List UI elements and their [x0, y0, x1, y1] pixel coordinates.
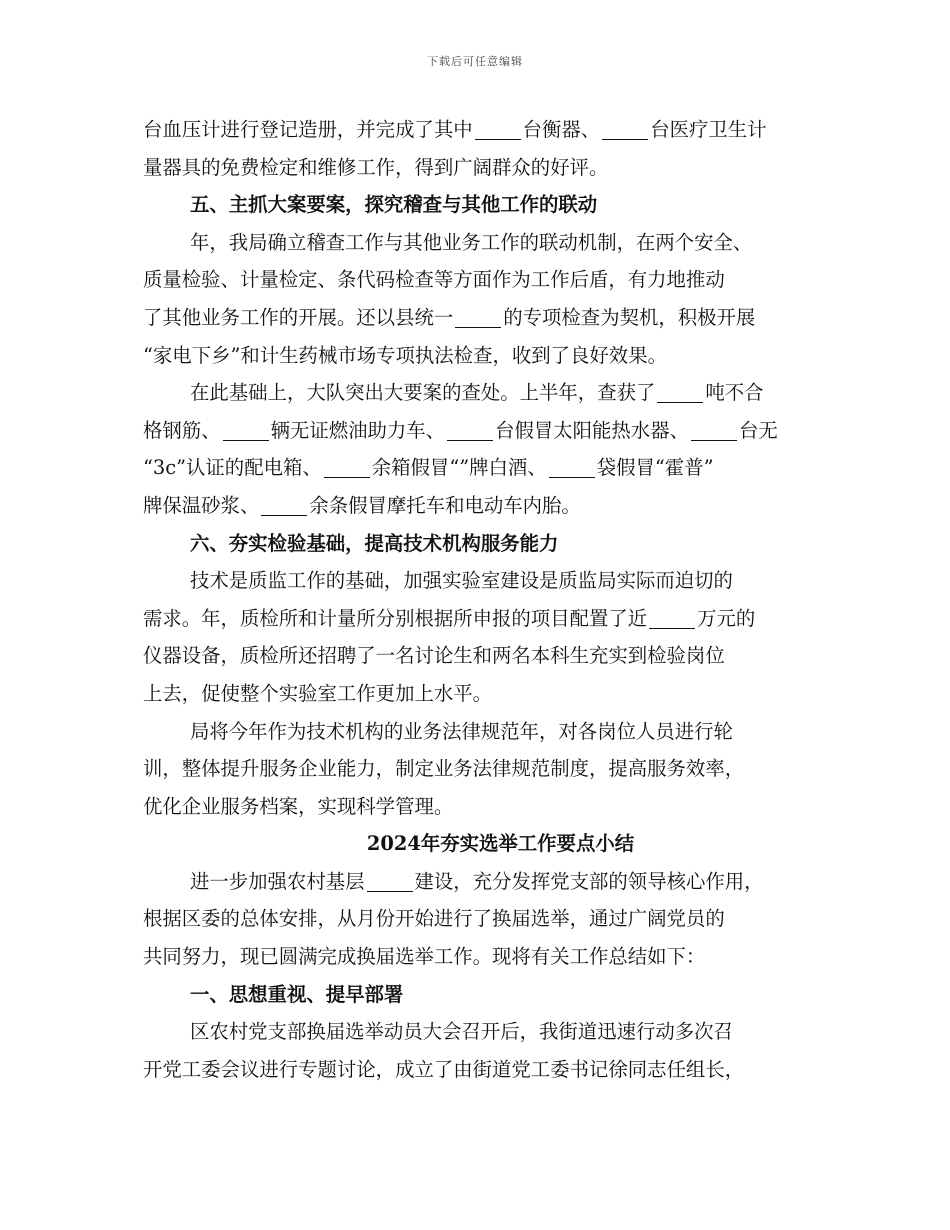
- fill-in-blank: [261, 494, 307, 516]
- text-segment: 上去，促使整个实验室工作更加上水平。: [143, 681, 493, 705]
- fill-in-blank: [324, 456, 370, 478]
- text-segment: 袋假冒“霍普”: [596, 456, 714, 480]
- text-segment: 开党工委会议进行专题讨论，成立了由街道党工委书记徐同志任组长，: [143, 1057, 745, 1081]
- text-segment: 需求。年，质检所和计量所分别根据所申报的项目配置了近: [143, 606, 648, 630]
- text-segment: 优化企业服务档案，实现科学管理。: [143, 794, 454, 818]
- text-segment: 台无: [738, 418, 778, 442]
- text-line: [143, 863, 811, 901]
- text-segment: 根据区委的总体安排，从月份开始进行了换届选举，通过广阔党员的: [143, 907, 725, 931]
- text-line: [143, 224, 811, 262]
- text-segment: 质量检验、计量检定、条代码检查等方面作为工作后盾，有力地推动: [143, 268, 725, 292]
- section-heading: [143, 976, 811, 1014]
- text-segment: 技术是质监工作的基础，加强实验室建设是质监局实际而迫切的: [190, 569, 733, 593]
- text-segment: 仪器设备，质检所还招聘了一名讨论生和两名本科生充实到检验岗位: [143, 644, 725, 668]
- text-segment: 量器具的免费检定和维修工作，得到广阔群众的好评。: [143, 155, 609, 179]
- text-segment: 五、主抓大案要案，探究稽查与其他工作的联动: [190, 193, 598, 217]
- text-line: [143, 788, 811, 826]
- text-segment: 训，整体提升服务企业能力，制定业务法律规范制度，提高服务效率，: [143, 757, 745, 781]
- text-line: [143, 337, 811, 375]
- fill-in-blank: [691, 418, 737, 440]
- fill-in-blank: [649, 606, 695, 628]
- text-segment: 建设，充分发挥党支部的领导核心作用，: [414, 869, 764, 893]
- section-heading: [143, 825, 811, 863]
- text-line: [143, 261, 811, 299]
- text-segment: 年，我局确立稽查工作与其他业务工作的联动机制，在两个安全、: [190, 230, 753, 254]
- text-segment: 一、思想重视、提早部署: [190, 982, 404, 1006]
- text-segment: 台医疗卫生计: [650, 118, 767, 141]
- text-line: [143, 449, 811, 487]
- text-segment: 万元的: [697, 606, 756, 630]
- text-line: [143, 149, 811, 187]
- text-segment: 了其他业务工作的开展。还以县统一: [143, 305, 454, 329]
- text-segment: 局将今年作为技术机构的业务法律规范年，对各岗位人员进行轮: [190, 719, 733, 743]
- section-heading: [143, 186, 811, 224]
- text-line: [143, 412, 811, 450]
- text-segment: 在此基础上，大队突出大要案的查处。上半年，查获了: [190, 381, 656, 405]
- page-header: 下载后可任意编辑: [427, 55, 523, 68]
- text-line: [143, 637, 811, 675]
- text-line: [143, 938, 811, 976]
- fill-in-blank: [549, 456, 595, 478]
- text-segment: 台衡器、: [522, 118, 601, 141]
- text-line: [143, 900, 811, 938]
- text-line: [143, 600, 811, 638]
- section-heading: [143, 525, 811, 563]
- fill-in-blank: [657, 381, 703, 403]
- text-line: [143, 487, 811, 525]
- text-segment: 吨不合: [705, 381, 764, 405]
- text-line: [143, 713, 811, 751]
- text-line: [143, 1013, 811, 1051]
- text-segment: 辆无证燃油助力车、: [270, 418, 446, 442]
- document-body: [143, 111, 811, 1088]
- text-segment: 余条假冒摩托车和电动车内胎。: [309, 493, 581, 517]
- text-segment: 六、夯实检验基础，提高技术机构服务能力: [190, 531, 559, 555]
- text-line: [143, 675, 811, 713]
- fill-in-blank: [367, 870, 413, 892]
- text-segment: 2024年夯实选举工作要点小结: [366, 832, 635, 856]
- text-segment: 进一步加强农村基层: [190, 869, 365, 893]
- text-segment: 的专项检查为契机，积极开展: [503, 305, 756, 329]
- text-segment: 共同努力，现已圆满完成换届选举工作。现将有关工作总结如下：: [143, 945, 706, 969]
- text-line: [143, 111, 811, 149]
- text-line: [143, 562, 811, 600]
- fill-in-blank: [223, 418, 269, 440]
- text-segment: “3c”认证的配电箱、: [143, 456, 322, 480]
- text-line: [143, 299, 811, 337]
- text-segment: 牌保温砂浆、: [143, 493, 260, 517]
- fill-in-blank: [447, 418, 493, 440]
- text-segment: 台假冒太阳能热水器、: [495, 418, 689, 442]
- text-segment: 区农村党支部换届选举动员大会召开后，我街道迅速行动多次召: [190, 1020, 733, 1044]
- fill-in-blank: [455, 306, 501, 328]
- text-segment: “家电下乡”和计生药械市场专项执法检查，收到了良好效果。: [143, 343, 667, 367]
- text-segment: 余箱假冒“”牌白酒、: [371, 456, 547, 480]
- text-line: [143, 750, 811, 788]
- text-line: [143, 1051, 811, 1089]
- fill-in-blank: [602, 118, 648, 140]
- text-segment: 台血压计进行登记造册，并完成了其中: [143, 118, 473, 141]
- fill-in-blank: [475, 118, 521, 140]
- text-segment: 格钢筋、: [143, 418, 221, 442]
- text-line: [143, 374, 811, 412]
